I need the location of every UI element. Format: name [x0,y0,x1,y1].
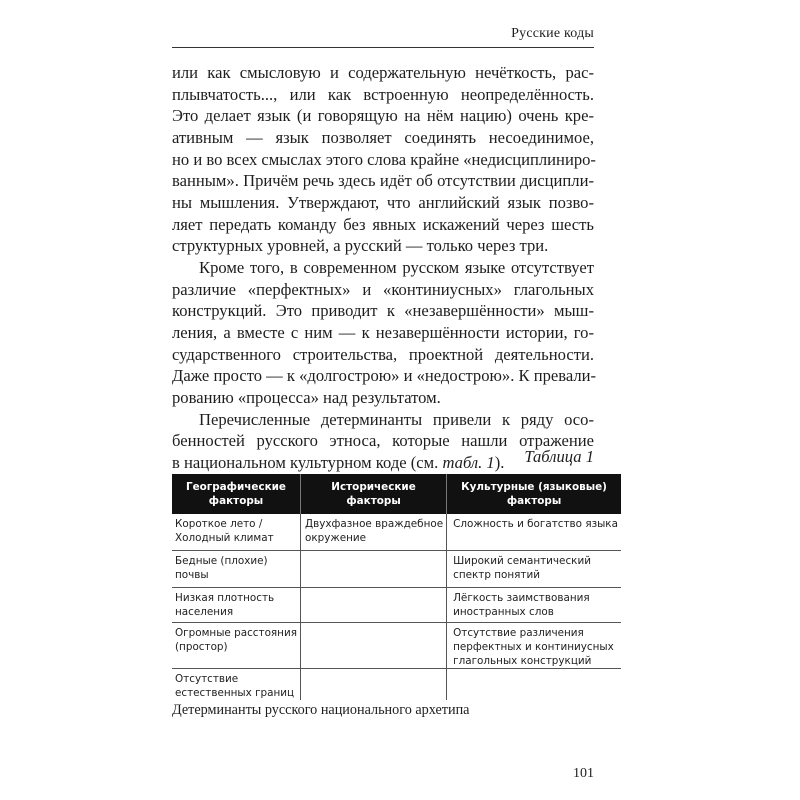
header-line: Культурные (языковые) [461,481,607,493]
cell-line: иностранных слов [453,606,554,618]
text-line: ления, а вместе с ним — к незавершённости истории, го- [172,322,594,342]
header-cultural-factors [447,474,621,514]
text-fragment: в национальном культурном коде (см. [172,452,443,472]
table-cell [447,551,621,588]
table-cell-empty [300,588,446,623]
cell-line: Холодный климат [175,532,274,544]
table-cell-empty [300,551,446,588]
table-cell [447,588,621,623]
cell-line: естественных границ [175,687,295,699]
page-number: 101 [573,766,594,781]
text-line: ванным». Причём речь здесь идёт об отсутствии дисципли- [172,171,594,191]
header-line: факторы [506,495,562,507]
running-title: Русские коды [511,26,594,41]
header-historical-factors [300,474,446,514]
header-line: Географические [185,481,286,493]
text-line: Это делает язык (и говорящую на нём нацию) очень кре- [172,106,594,126]
header-rule [172,47,594,48]
table-cell [172,669,300,701]
paragraph-2 [172,257,597,409]
table-row [172,514,621,551]
body-text [172,62,597,473]
header-line: факторы [346,495,401,507]
cell-line: Короткое лето / [175,518,263,530]
table-row [172,588,621,623]
cell-line: Отсутствие различения [453,627,584,639]
table-cell [300,514,446,551]
table-reference: табл. 1 [442,452,495,472]
cell-line: окружение [304,532,367,544]
factors-table [172,474,621,700]
cell-line: почвы [175,569,209,581]
text-line: сударственного строительства, проектной деятельности. [172,344,594,364]
cell-line: Двухфазное враждебное [304,518,444,530]
cell-line: Сложность и богатство языка [453,518,618,530]
table-cell [172,514,300,551]
text-line: ны мышления. Утверждают, что английский язык позво- [172,192,594,212]
header-geographic-factors [172,474,300,514]
table-cell-empty [300,623,446,669]
table-cell [172,623,300,669]
text-line: ативным — язык позволяет соединять несоединимое, [172,127,594,147]
figure-caption: Детерминанты русского национального архетипа [172,702,470,718]
table-cell-empty [447,669,621,701]
text-line: плывчатость..., или как встроенную неопределённость. [172,84,594,104]
table-row [172,669,621,701]
text-line: ляет передать команду без явных искажений через шесть [172,214,594,234]
text-line: Перечисленные детерминанты привели к ряду осо- [199,409,594,429]
cell-line: (простор) [175,641,228,653]
text-fragment: ). [494,452,505,472]
text-line: конструкций. Это приводит к «незавершённости» мыш- [172,301,594,321]
paragraph-1 [172,62,594,257]
header-line: факторы [208,495,264,507]
cell-line: населения [175,606,234,618]
text-line: структурных уровней, а русский — только через три. [172,236,549,256]
text-line: Даже просто — к «долгострою» и «недострою». К превали- [172,366,597,386]
cell-line: Огромные расстояния [175,627,297,639]
text-line: различие «перфектных» и «континиусных» глагольных [172,279,594,299]
header-line: Исторические [331,481,416,493]
cell-line: перфектных и континиусных [453,641,614,653]
table-cell [172,551,300,588]
table-row [172,623,621,669]
table-caption: Таблица 1 [524,447,594,466]
table-header-row [172,474,621,514]
cell-line: глагольных конструкций [453,655,592,667]
table-row [172,551,621,588]
table-cell [172,588,300,623]
text-line: но и во всех смыслах этого слова крайне «недисциплиниро- [172,149,596,169]
cell-line: Бедные (плохие) [175,555,268,567]
cell-line: Низкая плотность [175,592,275,604]
text-line: Кроме того, в современном русском языке отсутствует [199,257,594,277]
cell-line: спектр понятий [453,569,540,581]
text-line: или как смысловую и содержательную нечёткость, рас- [172,63,594,82]
cell-line: Широкий семантический [453,555,591,567]
table-cell-empty [300,669,446,701]
text-line: бенностей русского этноса, которые нашли отражение [172,431,594,451]
table-cell [447,514,621,551]
text-line: рованию «процесса» над результатом. [172,387,441,407]
table-cell [447,623,621,669]
cell-line: Отсутствие [175,673,239,685]
cell-line: Лёгкость заимствования [453,592,590,604]
